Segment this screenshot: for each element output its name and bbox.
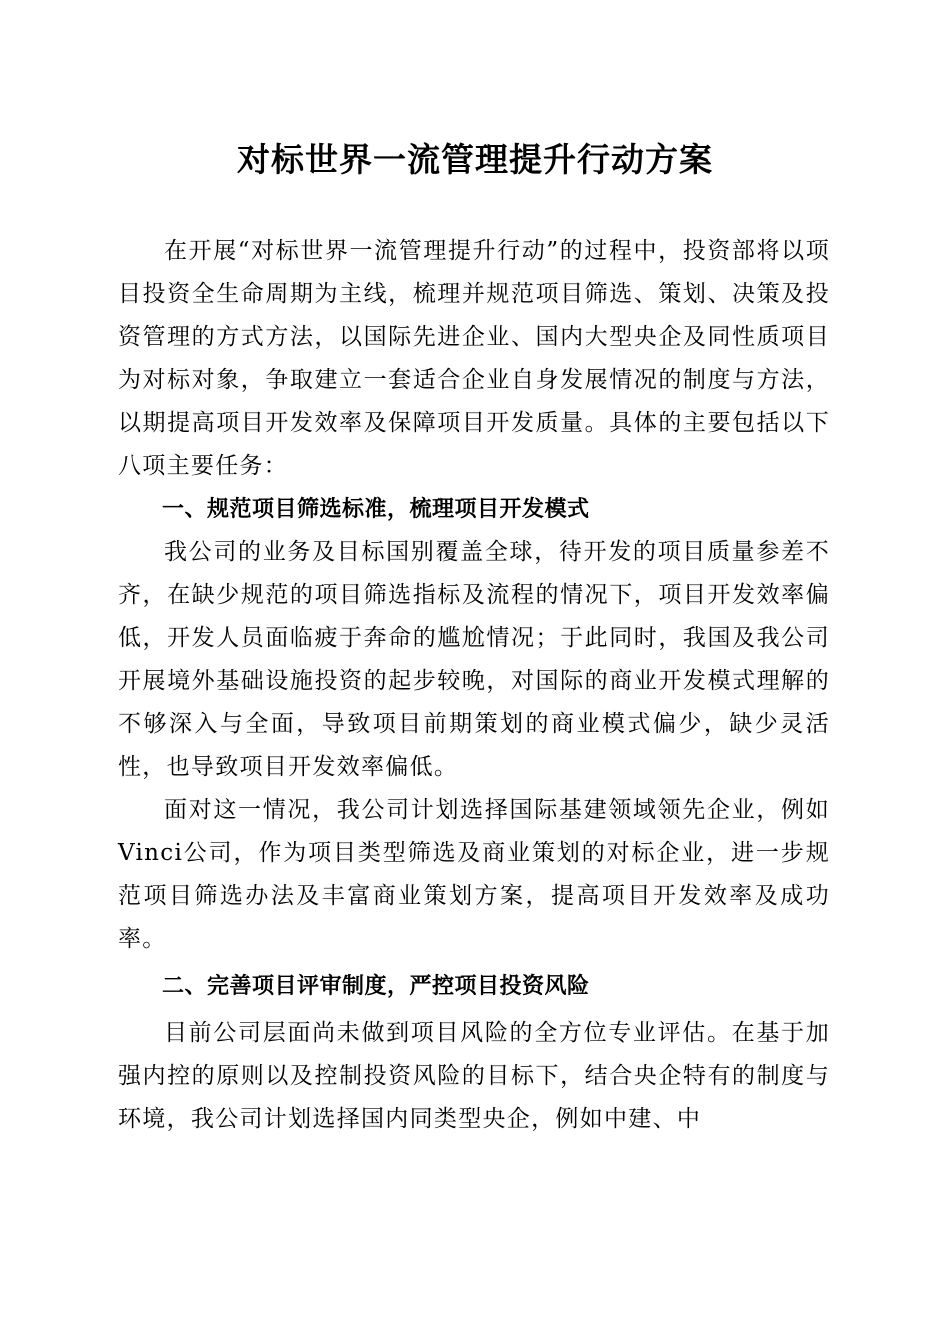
section-1-paragraph-2: 面对这一情况，我公司计划选择国际基建领域领先企业，例如Vinci公司，作为项目类型筛选及商业策划的对标企业，进一步规范项目筛选办法及丰富商业策划方案，提高项目开发效率及成功率。 xyxy=(118,797,830,952)
section-heading-1: 一、规范项目筛选标准，梳理项目开发模式 xyxy=(162,497,590,522)
section-heading-2: 二、完善项目评审制度，严控项目投资风险 xyxy=(162,974,590,999)
document-body xyxy=(118,230,830,1141)
section-2-paragraph-1: 目前公司层面尚未做到项目风险的全方位专业评估。在基于加强内控的原则以及控制投资风险的目标下，结合央企特有的制度与环境，我公司计划选择国内同类型央企，例如中建、中 xyxy=(118,1020,830,1132)
document-title: 对标世界一流管理提升行动方案 xyxy=(237,140,713,179)
section-1-paragraph-1: 我公司的业务及目标国别覆盖全球，待开发的项目质量参差不齐，在缺少规范的项目筛选指标及流程的情况下，项目开发效率偏低，开发人员面临疲于奔命的尴尬情况；于此同时，我国及我公司开展境外基础设施投资的起步较晚，对国际的商业开发模式理解的不够深入与全面，导致项目前期策划的商业模式偏少，缺少灵活性，也导致项目开发效率偏低。 xyxy=(118,539,830,780)
intro-paragraph: 在开展“对标世界一流管理提升行动”的过程中，投资部将以项目投资全生命周期为主线，梳理并规范项目筛选、策划、决策及投资管理的方式方法，以国际先进企业、国内大型央企及同性质项目为对标对象，争取建立一套适合企业自身发展情况的制度与方法，以期提高项目开发效率及保障项目开发质量。具体的主要包括以下八项主要任务： xyxy=(118,238,830,479)
